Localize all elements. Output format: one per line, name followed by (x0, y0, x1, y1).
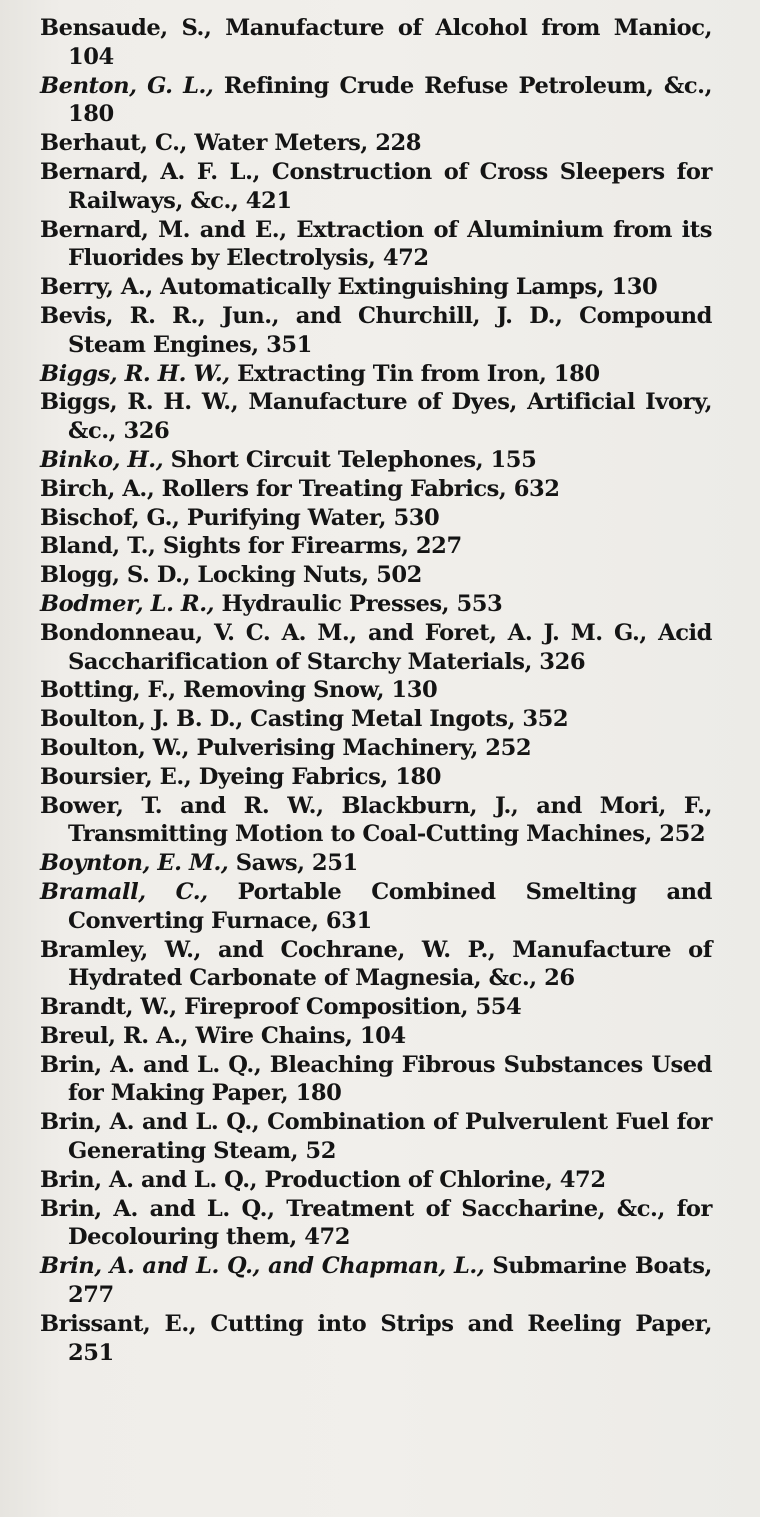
entry-description: Water Meters, 228 (186, 130, 422, 157)
index-entry (40, 504, 712, 533)
entry-name: Boynton, E. M., (40, 850, 229, 877)
entry-description: Saws, 251 (228, 850, 358, 877)
entry-name: Bramall, C., (40, 878, 208, 905)
entry-description: Extracting Tin from Iron, 180 (229, 360, 600, 387)
index-entry (40, 1108, 712, 1166)
index-entry (40, 1310, 712, 1368)
entry-description: Transmitting Motion to Coal-Cutting Machines, 252 (68, 821, 706, 848)
index-entry (40, 273, 712, 302)
entry-description: Short Circuit Telephones, 155 (163, 446, 537, 473)
index-entry (40, 676, 712, 705)
index-list (40, 14, 712, 1367)
entry-name: Bower, T. and R. W., Blackburn, J., and Mori, F., (40, 792, 712, 819)
index-entry (40, 734, 712, 763)
entry-name: Bramley, W., and Cochrane, W. P., (40, 936, 496, 963)
entry-description: Rollers for Treating Fabrics, 632 (154, 475, 560, 502)
index-entry (40, 72, 712, 130)
index-entry (40, 302, 712, 360)
entry-name: Brissant, E., (40, 1310, 197, 1337)
index-entry (40, 1252, 712, 1310)
entry-description: Bleaching Fibrous Substances Used for Making Paper, 180 (68, 1051, 713, 1107)
index-entry (40, 14, 712, 72)
index-entry (40, 561, 712, 590)
entry-description: Dyeing Fabrics, 180 (191, 763, 442, 790)
index-entry (40, 1051, 712, 1109)
index-entry (40, 705, 712, 734)
entry-name: Breul, R. A., (40, 1022, 189, 1049)
entry-name: Boursier, E., (40, 763, 192, 790)
entry-name: Biggs, R. H. W., (40, 360, 230, 387)
entry-name: Blogg, S. D., (40, 562, 190, 589)
entry-name: Berhaut, C., (40, 130, 187, 157)
entry-name: Bevis, R. R., Jun., and Churchill, J. D., (40, 302, 563, 329)
entry-name: Boulton, J. B. D., (40, 706, 243, 733)
entry-description: Wire Chains, 104 (188, 1022, 406, 1049)
entry-name: Biggs, R. H. W., (40, 389, 239, 416)
index-entry (40, 792, 712, 850)
entry-name: Brin, A. and L. Q., (40, 1166, 258, 1193)
entry-description: Casting Metal Ingots, 352 (242, 706, 569, 733)
entry-description: Combination of Pulverulent Fuel for Generating Steam, 52 (68, 1109, 713, 1165)
entry-name: Bland, T., (40, 533, 156, 560)
index-entry (40, 475, 712, 504)
index-entry (40, 446, 712, 475)
entry-name: Binko, H., (40, 446, 164, 473)
entry-description: Hydraulic Presses, 553 (214, 590, 503, 617)
index-entry (40, 1022, 712, 1051)
entry-name: Bernard, A. F. L., (40, 158, 260, 185)
entry-description: Removing Snow, 130 (175, 677, 438, 704)
entry-description: Manufacture of Alcohol from Manioc, 104 (68, 15, 713, 70)
index-entry (40, 993, 712, 1022)
entry-description: Sights for Firearms, 227 (155, 533, 462, 560)
entry-description: Pulverising Machinery, 252 (189, 734, 532, 761)
index-entry (40, 849, 712, 878)
entry-name: Brin, A. and L. Q., and Chapman, L., (40, 1253, 485, 1280)
entry-name: Bondonneau, V. C. A. M., and Foret, A. J. M. G., (40, 619, 647, 646)
entry-description: Automatically Extinguishing Lamps, 130 (152, 274, 658, 301)
index-entry (40, 619, 712, 677)
index-entry (40, 763, 712, 792)
index-entry (40, 590, 712, 619)
index-entry (40, 1195, 712, 1253)
entry-name: Berry, A., (40, 274, 153, 301)
entry-name: Brandt, W., (40, 994, 177, 1021)
entry-description: Fireproof Composition, 554 (176, 994, 522, 1021)
entry-description: Extraction of Aluminium from its Fluorides by Electrolysis, 472 (68, 216, 712, 272)
entry-description: Manufacture of Hydrated Carbonate of Magnesia, &c., 26 (68, 936, 712, 992)
entry-description: Compound Steam Engines, 351 (68, 302, 713, 358)
entry-description: Cutting into Strips and Reeling Paper, 251 (68, 1310, 712, 1366)
entry-name: Bensaude, S., (40, 15, 212, 41)
entry-name: Brin, A. and L. Q., (40, 1051, 262, 1078)
entry-description: Refining Crude Refuse Petroleum, &c., 180 (68, 72, 712, 128)
entry-description: Manufacture of Dyes, Artificial Ivory, &c., 326 (68, 389, 712, 445)
entry-description: Portable Combined Smelting and Converting Furnace, 631 (68, 878, 712, 934)
entry-description: Submarine Boats, 277 (68, 1253, 712, 1309)
entry-name: Benton, G. L., (40, 72, 214, 99)
index-entry (40, 158, 712, 216)
entry-name: Brin, A. and L. Q., (40, 1195, 275, 1222)
index-entry (40, 216, 712, 274)
entry-name: Bischof, G., (40, 504, 180, 531)
index-entry (40, 1166, 712, 1195)
entry-description: Production of Chlorine, 472 (257, 1166, 606, 1193)
entry-name: Brin, A. and L. Q., (40, 1109, 260, 1136)
entry-name: Boulton, W., (40, 734, 190, 761)
index-entry (40, 129, 712, 158)
index-entry (40, 360, 712, 389)
entry-name: Birch, A., (40, 475, 155, 502)
entry-description: Purifying Water, 530 (179, 504, 440, 531)
index-entry (40, 388, 712, 446)
entry-name: Botting, F., (40, 677, 176, 704)
entry-description: Acid Saccharification of Starchy Materials, 326 (68, 619, 712, 675)
index-entry (40, 936, 712, 994)
index-entry (40, 878, 712, 936)
entry-description: Locking Nuts, 502 (190, 562, 422, 589)
entry-description: Treatment of Saccharine, &c., for Decolouring them, 472 (68, 1195, 713, 1251)
index-entry (40, 532, 712, 561)
entry-name: Bodmer, L. R., (40, 590, 215, 617)
entry-description: Construction of Cross Sleepers for Railways, &c., 421 (68, 158, 712, 214)
entry-name: Bernard, M. and E., (40, 216, 287, 243)
